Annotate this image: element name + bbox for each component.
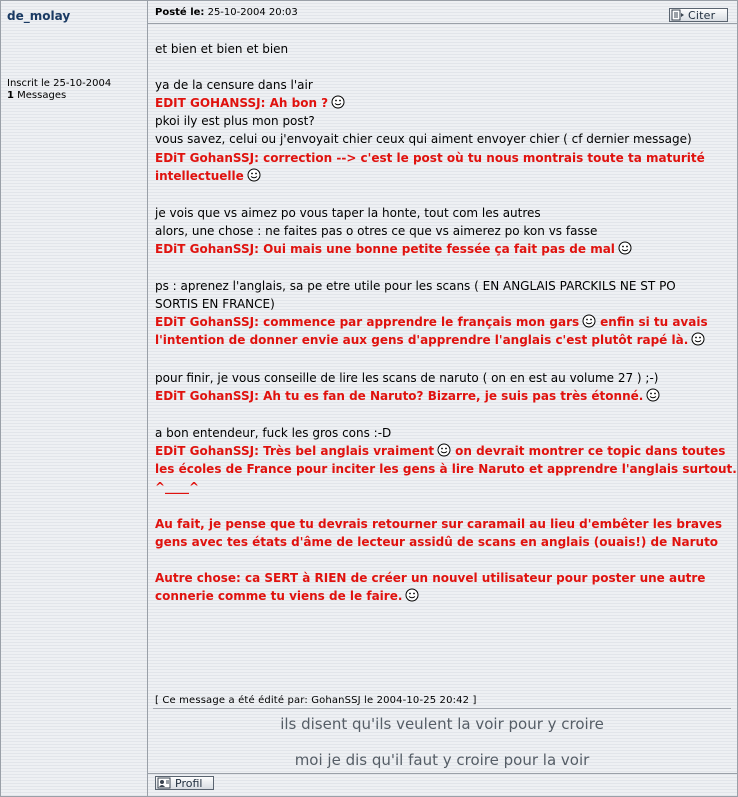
post-line [155, 534, 718, 550]
post-line-text: connerie comme tu viens de le faire. [155, 589, 403, 603]
post-line [155, 332, 705, 348]
post-line [155, 443, 725, 459]
smiley-icon [247, 168, 261, 182]
author-panel [1, 1, 148, 796]
post-line [155, 95, 345, 111]
quote-button-label: Citer [688, 8, 716, 22]
post-line-text-after: on devrait montrer ce topic dans toutes [455, 444, 726, 458]
post-line-text: EDiT GohanSSJ: Très bel anglais vraiment [155, 444, 435, 458]
post-line-text: ya de la censure dans l'air [155, 78, 313, 92]
post-line [155, 168, 261, 184]
post-line-text: EDiT GohanSSJ: commence par apprendre le français mon gars [155, 315, 580, 329]
post-line [155, 278, 676, 294]
post-line [155, 113, 315, 129]
quote-icon [671, 9, 687, 21]
header-divider [148, 23, 737, 24]
post-line [155, 241, 632, 257]
signature-line-2: moi je dis qu'il faut y croire pour la voir [294, 751, 590, 769]
message-count-label: Messages [13, 90, 67, 101]
smiley-icon [405, 588, 419, 602]
smiley-icon [646, 388, 660, 402]
post-line [155, 516, 722, 532]
post-line [155, 570, 705, 586]
post-line [155, 314, 708, 330]
post-line-text: EDiT GohanSSJ: Oui mais une bonne petite fessée ça fait pas de mal [155, 242, 615, 256]
post-content [148, 1, 737, 796]
smiley-icon [331, 95, 345, 109]
post-line [155, 461, 737, 477]
post-line-text: SORTIS EN FRANCE) [155, 297, 275, 311]
signature-divider [153, 708, 731, 709]
post-line-text: pour finir, je vous conseille de lire les scans de naruto ( on en est au volume 27 ) ;-) [155, 371, 659, 385]
profile-button[interactable] [155, 776, 214, 790]
post-line [155, 77, 313, 93]
post-line-text: EDIT GOHANSSJ: Ah bon ? [155, 96, 329, 110]
post-line-text: EDiT GohanSSJ: correction --> c'est le post où tu nous montrais toute ta maturité [155, 151, 705, 165]
post-line-text: vous savez, celui ou j'envoyait chier ceux qui aiment envoyer chier ( cf dernier message) [155, 132, 692, 146]
post-line [155, 370, 658, 386]
post-line-text: a bon entendeur, fuck les gros cons :-D [155, 426, 392, 440]
post-line-text: gens avec tes états d'âme de lecteur assidû de scans en anglais (ouais!) de Naruto [155, 535, 719, 549]
post-header [155, 7, 298, 18]
post-line [155, 41, 288, 57]
post-line [155, 588, 419, 604]
profile-button-label: Profil [175, 776, 203, 790]
post-line-text: pkoi ily est plus mon post? [155, 114, 315, 128]
post-line-text: et bien et bien et bien [155, 42, 289, 56]
post-line-text: intellectuelle [155, 169, 244, 183]
smiley-icon [691, 332, 705, 346]
post-line-text: l'intention de donner envie aux gens d'apprendre l'anglais c'est plutôt rapé là. [155, 333, 689, 347]
post-line [155, 205, 541, 221]
post-line-text: je vois que vs aimez po vous taper la honte, tout com les autres [155, 206, 541, 220]
post-line-text: EDiT GohanSSJ: Ah tu es fan de Naruto? Bizarre, je suis pas très étonné. [155, 389, 644, 403]
edit-note: [ Ce message a été édité par: GohanSSJ le 2004-10-25 20:42 ] [155, 695, 477, 706]
quote-button[interactable] [669, 8, 728, 22]
post-line-text-after: enfin si tu avais [600, 315, 708, 329]
posted-date: 25-10-2004 20:03 [204, 7, 298, 18]
posted-label: Posté le: [155, 7, 205, 18]
post-line-text: ^____^ [155, 480, 200, 494]
signature-line-1: ils disent qu'ils veulent la voir pour y croire [280, 715, 604, 733]
post-line [155, 150, 705, 166]
profile-icon [157, 777, 173, 789]
smiley-icon [618, 241, 632, 255]
post-line [155, 296, 275, 312]
post-line-text: les écoles de France pour inciter les gens à lire Naruto et apprendre l'anglais surtout. [155, 462, 737, 476]
author-message-count [7, 90, 66, 101]
post-line-text: Au fait, je pense que tu devrais retourner sur caramail au lieu d'embêter les braves [155, 517, 723, 531]
footer-divider [148, 773, 737, 774]
message-count-value: 1 [7, 90, 14, 101]
author-joined-date: Inscrit le 25-10-2004 [7, 78, 112, 89]
post-line [155, 388, 660, 404]
post-line [155, 479, 199, 495]
post-line-text: alors, une chose : ne faites pas o otres ce que vs aimerez po kon vs fasse [155, 224, 598, 238]
post-line [155, 425, 391, 441]
smiley-icon [437, 443, 451, 457]
smiley-icon [582, 314, 596, 328]
post-line-text: Autre chose: ca SERT à RIEN de créer un nouvel utilisateur pour poster une autre [155, 571, 706, 585]
post-line [155, 131, 692, 147]
post-line [155, 223, 597, 239]
post-line-text: ps : aprenez l'anglais, sa pe etre utile pour les scans ( EN ANGLAIS PARCKILS NE ST PO [155, 279, 676, 293]
author-username[interactable]: de_molay [7, 9, 71, 23]
